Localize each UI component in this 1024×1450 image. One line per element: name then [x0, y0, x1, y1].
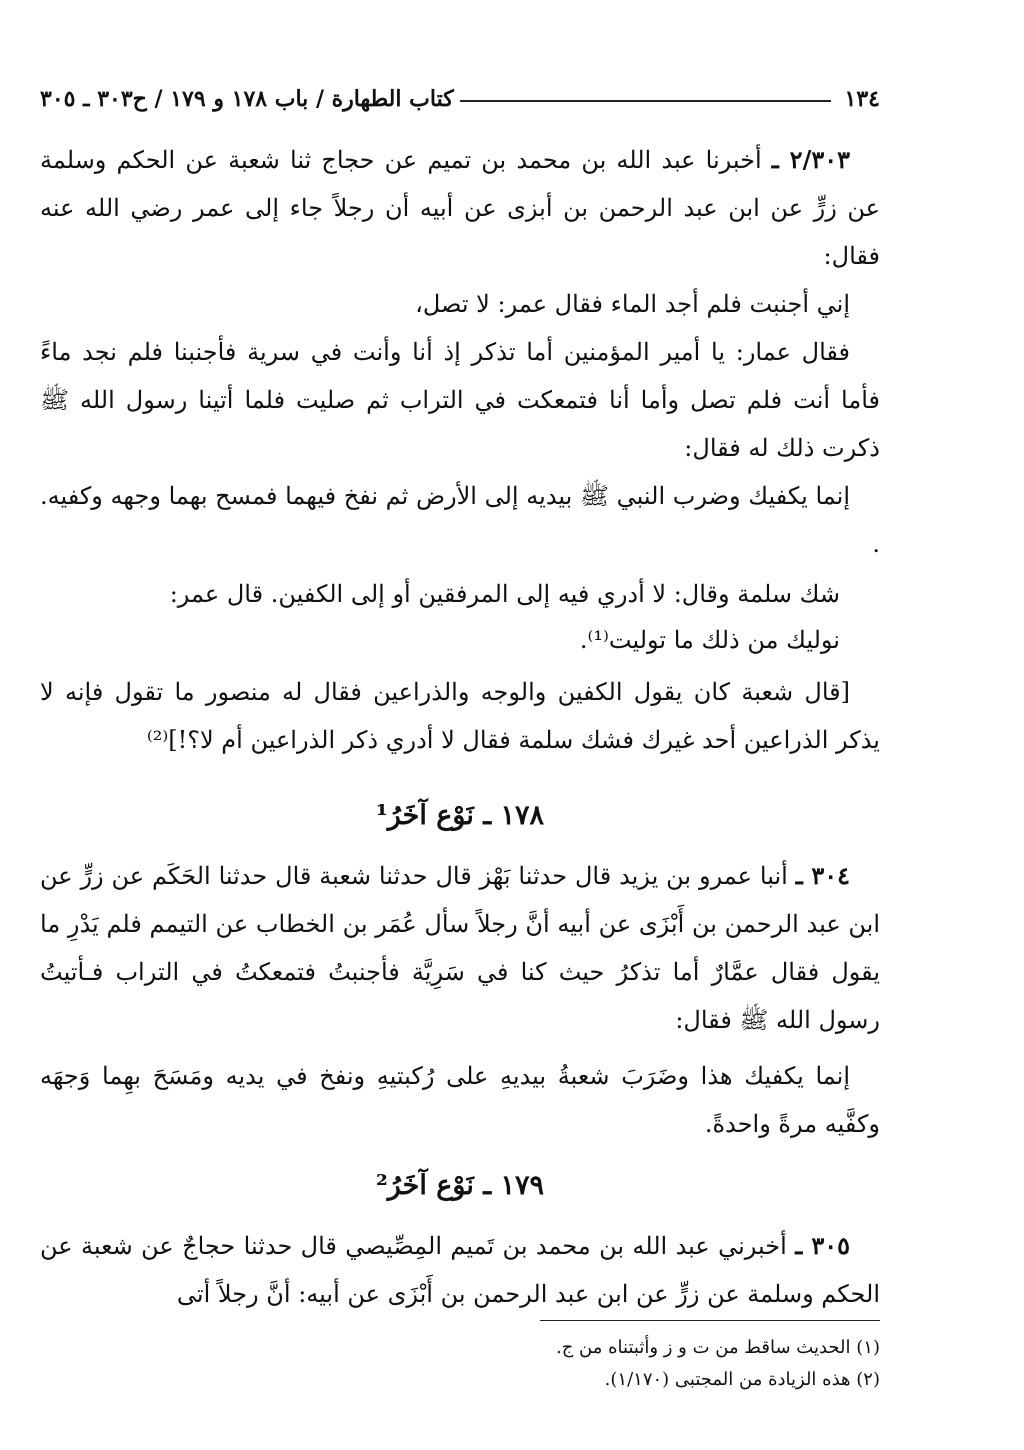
footnote-2-marker: (٢): [856, 1369, 880, 1390]
hadith-305-number: ٣٠٥ ـ: [795, 1231, 850, 1260]
hadith-303-para6: نوليك من ذلك ما توليت⁽¹⁾.: [579, 626, 840, 654]
footnote-1: [40, 1334, 880, 1362]
footnote-2: [40, 1366, 880, 1394]
hadith-305-text: أخبرني عبد الله بن محمد بن تَميم المِصِّيصي قال حدثنا حجاجٌ عن شعبة عن الحكم وسلمة عن زرٍّ عن ابن عبد الرحمن بن أَبْزَى عن أبيه: أنَّ رجلاً أتى: [40, 1232, 880, 1308]
running-header: [40, 72, 880, 112]
hadith-303-text: أخبرنا عبد الله بن محمد بن تميم عن حجاج ثنا شعبة عن الحكم وسلمة عن زرٍّ عن ابن عبد الرحمن بن أبزى عن أبيه أن رجلاً جاء إلى عمر رضي الله عنه فقال:: [40, 146, 880, 270]
section-heading-179: ١٧٩ ـ نَوْع آخَرُ²: [375, 1170, 545, 1201]
hadith-304-text: أنبا عمرو بن يزيد قال حدثنا بَهْز قال حدثنا شعبة قال حدثنا الحَكَم عن زرٍّ عن ابن عبد الرحمن بن أَبْزَى عن أبيه أنَّ رجلاً سأل عُمَر بن الخطاب عن التيمم فلم يَدْرِ ما يقول فقال عمَّارٌ أما تذكرُ حيث كنا في سَرِيَّة فأجنبتُ فتمعكتُ في التراب فـأتيتُ رسول الله ﷺ فقال:: [40, 862, 880, 1034]
hadith-303-para4: إنما يكفيك وضرب النبي ﷺ بيديه إلى الأرض ثم نفخ فيهما فمسح بهما وجهه وكفيه. .: [40, 482, 880, 558]
running-title: كتاب الطهارة / باب ١٧٨ و ١٧٩ / ح٣٠٣ ـ ٣٠٥: [40, 86, 454, 112]
hadith-303-number: ٢/٣٠٣ ـ: [771, 145, 850, 174]
footnote-1-text: الحديث ساقط من ت و ز وأثبتناه من ج.: [555, 1337, 851, 1358]
section-heading-178: ١٧٨ ـ نَوْع آخَرُ¹: [375, 800, 545, 831]
hadith-304-number: ٣٠٤ ـ: [795, 861, 850, 890]
footnote-1-marker: (١): [856, 1337, 880, 1358]
hadith-304-para2: إنما يكفيك هذا وضَرَبَ شعبةُ بيديهِ على رُكبتيهِ ونفخ في يديه ومَسَحَ بهِما وَجهَه وكفَّيه مرةً واحدةً.: [40, 1062, 880, 1138]
page-number: ١٣٤: [844, 86, 880, 112]
hadith-303-intro: [40, 136, 880, 280]
hadith-303-para7: [قال شعبة كان يقول الكفين والوجه والذراعين فقال له منصور ما تقول فإنه لا يذكر الذراعين أحد غيرك فشك سلمة فقال لا أدري ذكر الذراعين أم لا؟!]⁽²⁾: [40, 678, 880, 754]
hadith-303-para3: فقال عمار: يا أمير المؤمنين أما تذكر إذ أنا وأنت في سرية فأجنبنا فلم نجد ماءً فأما أنت فلم تصل وأما أنا فتمعكت في التراب ثم صليت فلما أتينا رسول الله ﷺ ذكرت ذلك له فقال:: [40, 338, 880, 462]
hadith-303-para5: شك سلمة وقال: لا أدري فيه إلى المرفقين أو إلى الكفين. قال عمر:: [169, 580, 840, 608]
footnote-rule: [540, 1320, 880, 1321]
footnote-2-text: هذه الزيادة من المجتبى (١/١٧٠).: [604, 1369, 851, 1390]
hadith-305: [40, 1222, 880, 1318]
book-page: [40, 0, 880, 1450]
header-rule: [460, 100, 831, 102]
hadith-304: [40, 852, 880, 1044]
hadith-303-line2: إني أجنبت فلم أجد الماء فقال عمر: لا تصل،: [415, 290, 850, 318]
